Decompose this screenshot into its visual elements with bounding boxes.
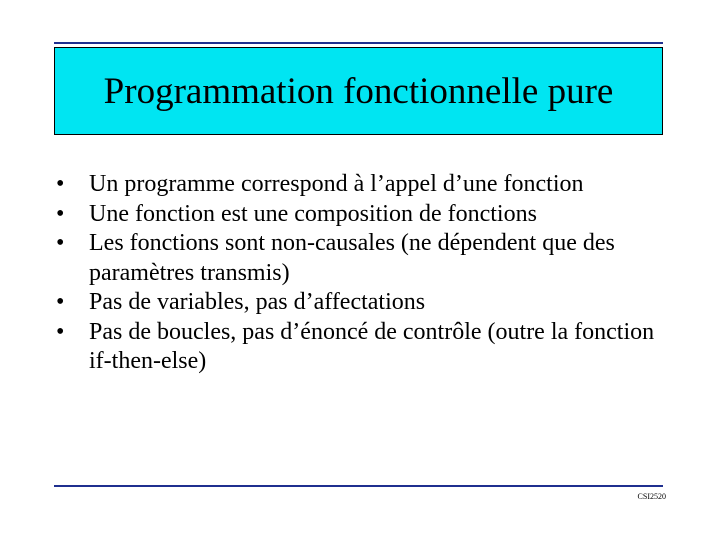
bullet-item: • Une fonction est une composition de fonctions [56, 200, 666, 230]
title-box [54, 47, 663, 135]
top-divider [54, 42, 663, 44]
bullet-list [56, 170, 666, 377]
bullet-item: • Un programme correspond à l’appel d’une fonction [56, 170, 666, 200]
bullet-item: • Les fonctions sont non-causales (ne dépendent que des paramètres transmis) [56, 229, 666, 288]
course-code-footer: CSI2520 [637, 492, 666, 501]
slide-title: Programmation fonctionnelle pure [103, 70, 614, 112]
bullet-item: • Pas de boucles, pas d’énoncé de contrôle (outre la fonction if-then-else) [56, 318, 666, 377]
bottom-divider [54, 485, 663, 487]
bullet-item: • Pas de variables, pas d’affectations [56, 288, 666, 318]
